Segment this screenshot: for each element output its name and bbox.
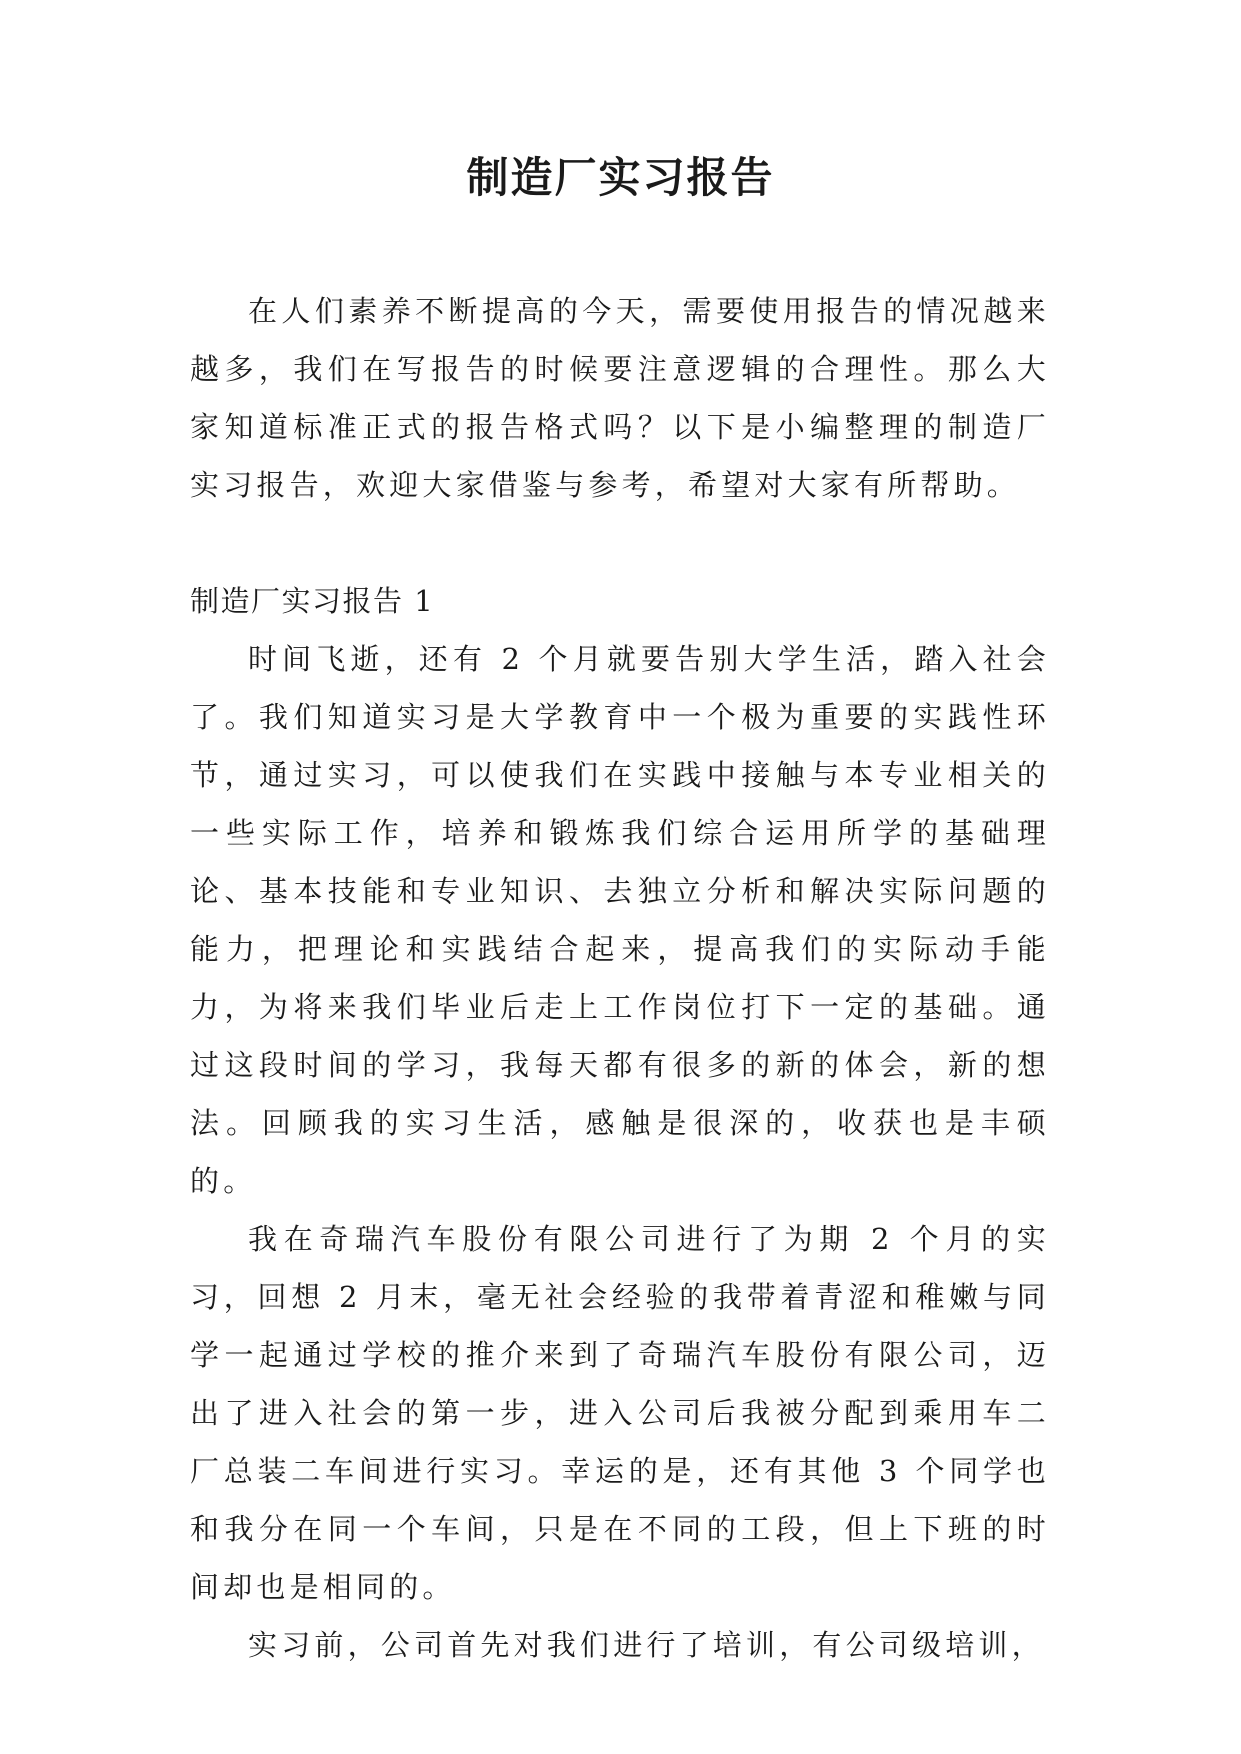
document-title: 制造厂实习报告 <box>466 153 775 202</box>
section-heading: 制造厂实习报告 1 <box>190 584 435 618</box>
intro-paragraph: 在人们素养不断提高的今天，需要使用报告的情况越来越多，我们在写报告的时候要注意逻辑的合理性。那么大家知道标准正式的报告格式吗？以下是小编整理的制造厂实习报告，欢迎大家借鉴与参考，希望对大家有所帮助。 <box>190 294 1050 502</box>
body-paragraph-2: 我在奇瑞汽车股份有限公司进行了为期 2 个月的实习，回想 2 月末，毫无社会经验的我带着青涩和稚嫩与同学一起通过学校的推介来到了奇瑞汽车股份有限公司，迈出了进入社会的第一步，进入公司后我被分配到乘用车二厂总装二车间进行实习。幸运的是，还有其他 3 个同学也和我分在同一个车间，只是在不同的工段，但上下班的时间却也是相同的。 <box>190 1222 1050 1604</box>
body-paragraph-1: 时间飞逝，还有 2 个月就要告别大学生活，踏入社会了。我们知道实习是大学教育中一个极为重要的实践性环节，通过实习，可以使我们在实践中接触与本专业相关的一些实际工作，培养和锻炼我们综合运用所学的基础理论、基本技能和专业知识、去独立分析和解决实际问题的能力，把理论和实践结合起来，提高我们的实际动手能力，为将来我们毕业后走上工作岗位打下一定的基础。通过这段时间的学习，我每天都有很多的新的体会，新的想法。回顾我的实习生活，感触是很深的，收获也是丰硕的。 <box>190 642 1050 1198</box>
body-paragraph-3: 实习前，公司首先对我们进行了培训，有公司级培训， <box>248 1628 1045 1662</box>
document-body <box>190 282 1050 1674</box>
